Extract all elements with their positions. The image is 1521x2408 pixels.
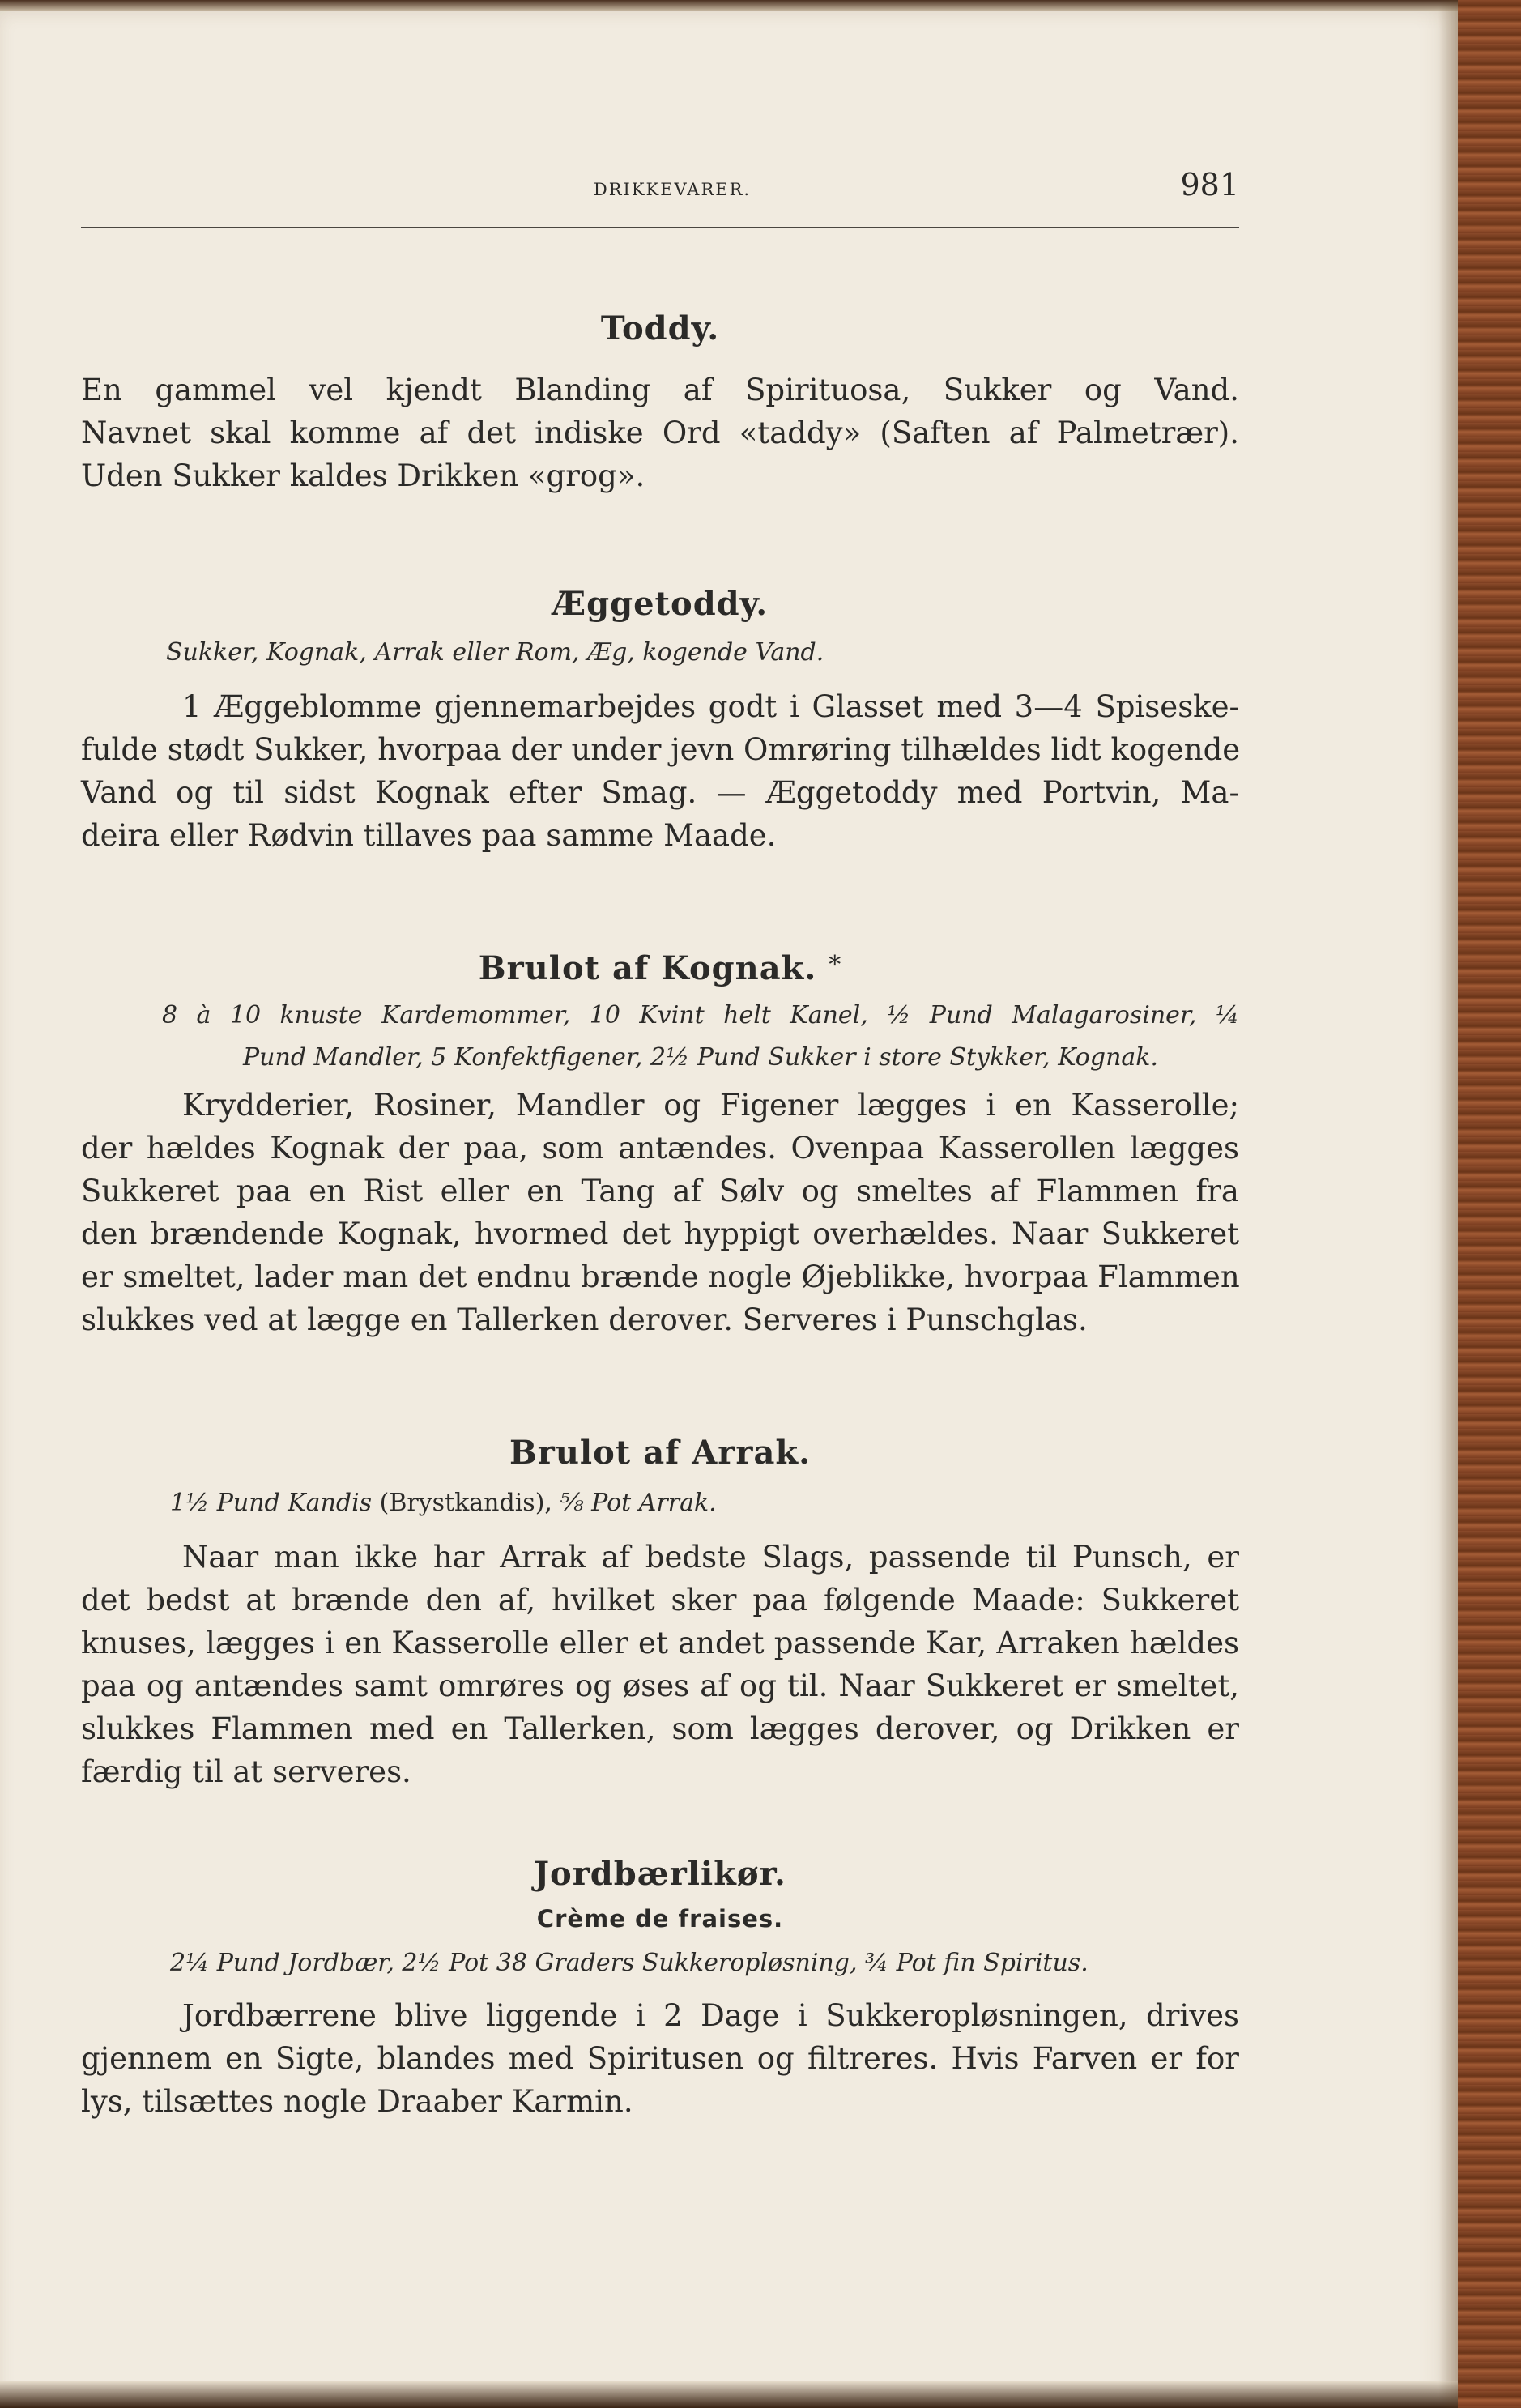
section-subtitle-creme-de-fraises: Crème de fraises.	[536, 1905, 784, 1933]
page-top-shadow	[0, 0, 1458, 11]
body-line: Krydderier, Rosiner, Mandler og Figener lægges i en Kasserolle;	[182, 1088, 1239, 1123]
ingredients-line: Pund Mandler, 5 Konfektfigener, 2½ Pund Sukker i store Stykker, Kognak.	[242, 1043, 1158, 1072]
section-body-aeggetoddy	[81, 685, 1239, 857]
body-line: slukkes ved at lægge en Tallerken derover. Serveres i Punschglas.	[81, 1302, 1088, 1337]
section-title-toddy: Toddy.	[600, 309, 720, 347]
section-title-brulot-arrak: Brulot af Arrak.	[509, 1434, 812, 1472]
body-line: knuses, lægges i en Kasserolle eller et andet passende Kar, Arraken hældes	[81, 1626, 1239, 1660]
book-edge	[1458, 0, 1521, 2408]
body-line: deira eller Rødvin tillaves paa samme Maade.	[81, 818, 777, 853]
ingredients-line: 2¼ Pund Jordbær, 2½ Pot 38 Graders Sukkeropløsning, ¾ Pot fin Spiritus.	[170, 1949, 1089, 1977]
body-line: lys, tilsættes nogle Draaber Karmin.	[81, 2084, 633, 2119]
asterisk-mark: *	[829, 951, 842, 979]
body-line: Navnet skal komme af det indiske Ord «taddy» (Saften af Palmetrær).	[81, 416, 1239, 450]
ingredient-note: (Brystkandis),	[372, 1489, 560, 1517]
body-line: den brændende Kognak, hvormed det hyppigt overhældes. Naar Sukkeret	[81, 1217, 1239, 1251]
title-text: Brulot af Kognak.	[478, 949, 817, 987]
body-line: slukkes Flammen med en Tallerken, som lægges derover, og Drikken er	[81, 1711, 1239, 1746]
body-line: det bedst at brænde den af, hvilket sker paa følgende Maade: Sukkeret	[81, 1583, 1239, 1617]
section-body-jordbaerlikor	[81, 1994, 1239, 2123]
ingredients-line: 8 à 10 knuste Kardemommer, 10 Kvint helt Kanel, ½ Pund Malagarosiner, ¼	[162, 1001, 1239, 1029]
body-line: er smeltet, lader man det endnu brænde nogle Øjeblikke, hvorpaa Flammen	[81, 1259, 1240, 1294]
ingredients-aeggetoddy	[166, 632, 1138, 674]
ingredient-arrak: ⅝ Pot Arrak.	[560, 1489, 717, 1517]
body-line: En gammel vel kjendt Blanding af Spirituosa, Sukker og Vand.	[81, 373, 1239, 407]
body-line: Sukkeret paa en Rist eller en Tang af Sølv og smeltes af Flammen fra	[81, 1174, 1239, 1208]
page-number: 981	[1180, 167, 1239, 202]
body-line: Vand og til sidst Kognak efter Smag. — Æggetoddy med Portvin, Ma-	[81, 775, 1239, 810]
page-bottom-shadow	[0, 2381, 1458, 2408]
section-body-brulot-arrak	[81, 1536, 1239, 1793]
section-body-toddy	[81, 369, 1239, 497]
body-line: paa og antændes samt omrøres og øses af og til. Naar Sukkeret er smeltet,	[81, 1669, 1239, 1703]
ingredients-brulot-arrak	[170, 1482, 980, 1524]
body-line: gjennem en Sigte, blandes med Spiritusen og filtreres. Hvis Farven er for	[81, 2041, 1239, 2076]
section-body-brulot-kognak	[81, 1084, 1239, 1341]
body-line: 1 Æggeblomme gjennemarbejdes godt i Glasset med 3—4 Spiseske-	[182, 689, 1239, 724]
ingredients-brulot-kognak	[162, 995, 1239, 1079]
running-header-title: DRIKKEVARER.	[593, 180, 752, 199]
section-title-jordbaerlikor: Jordbærlikør.	[534, 1855, 786, 1893]
body-line: Uden Sukker kaldes Drikken «grog».	[81, 458, 645, 493]
body-line: færdig til at serveres.	[81, 1754, 411, 1789]
ingredient-kandis: 1½ Pund Kandis	[170, 1489, 373, 1517]
ingredients-line: Sukker, Kognak, Arrak eller Rom, Æg, kogende Vand.	[166, 638, 824, 667]
ingredients-jordbaerlikor	[170, 1942, 1223, 1984]
header-rule	[81, 227, 1239, 228]
body-line: Jordbærrene blive liggende i 2 Dage i Sukkeropløsningen, drives	[182, 1998, 1239, 2033]
body-line: Naar man ikke har Arrak af bedste Slags, passende til Punsch, er	[182, 1540, 1239, 1575]
body-line: der hældes Kognak der paa, som antændes. Ovenpaa Kasserollen lægges	[81, 1131, 1239, 1166]
section-title-brulot-kognak	[81, 949, 1239, 987]
body-line: fulde stødt Sukker, hvorpaa der under jevn Omrøring tilhældes lidt kogende	[81, 732, 1241, 767]
section-title-aeggetoddy: Æggetoddy.	[552, 585, 769, 623]
